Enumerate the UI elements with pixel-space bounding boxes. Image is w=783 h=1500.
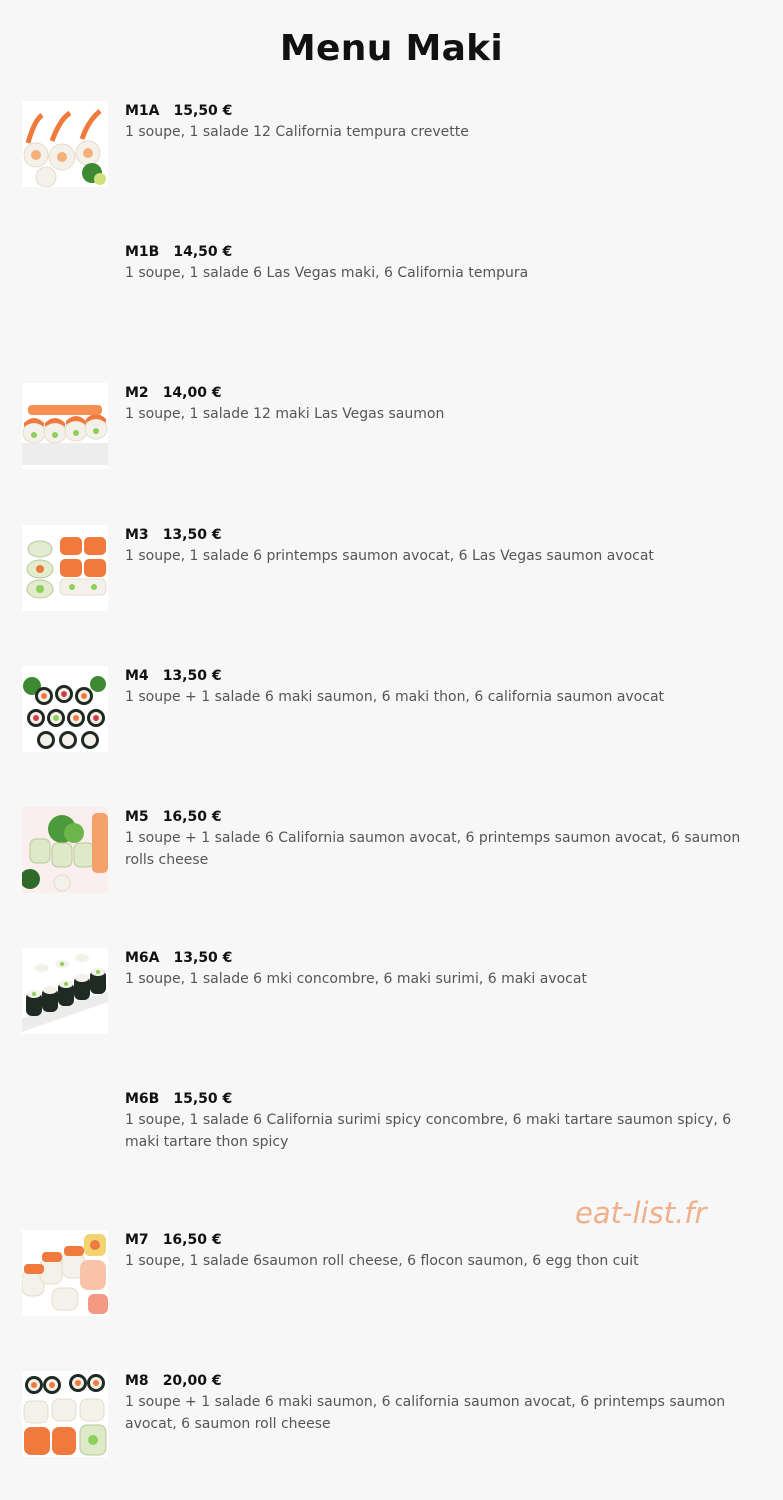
item-header bbox=[125, 666, 755, 686]
california-and-spring-rolls-image bbox=[22, 807, 108, 893]
item-header bbox=[125, 1089, 755, 1109]
menu-item-m6a[interactable] bbox=[22, 948, 762, 1048]
menu-item-m1a[interactable] bbox=[22, 101, 762, 201]
item-price: 16,50 € bbox=[162, 1232, 222, 1248]
item-description: 1 soupe + 1 salade 6 California saumon avocat, 6 printemps saumon avocat, 6 saumon rolls cheese bbox=[125, 830, 741, 868]
item-header bbox=[125, 1230, 755, 1250]
item-price: 14,50 € bbox=[173, 244, 233, 260]
item-price: 20,00 € bbox=[162, 1373, 222, 1389]
item-description: 1 soupe, 1 salade 12 maki Las Vegas saumon bbox=[125, 406, 445, 422]
item-description: 1 soupe, 1 salade 6 California surimi spicy concombre, 6 maki tartare saumon spicy, 6 maki tartare thon spicy bbox=[125, 1112, 732, 1150]
assorted-maki-image bbox=[22, 666, 108, 752]
spring-and-salmon-rolls-image bbox=[22, 525, 108, 611]
item-code: M1A bbox=[125, 103, 160, 119]
salmon-roll-cheese-image bbox=[22, 1230, 108, 1316]
menu-item-m5[interactable] bbox=[22, 807, 762, 907]
item-header bbox=[125, 101, 755, 121]
item-price: 13,50 € bbox=[162, 668, 222, 684]
menu-item-m6b[interactable] bbox=[22, 1089, 762, 1189]
menu-item-m3[interactable] bbox=[22, 525, 762, 625]
item-price: 15,50 € bbox=[173, 103, 233, 119]
salmon-rolls-image bbox=[22, 383, 108, 469]
menu-item-m7[interactable] bbox=[22, 1230, 762, 1330]
item-price: 15,50 € bbox=[173, 1091, 233, 1107]
item-code: M4 bbox=[125, 668, 149, 684]
mixed-platter-image bbox=[22, 1371, 108, 1457]
item-price: 16,50 € bbox=[162, 809, 222, 825]
item-code: M2 bbox=[125, 385, 149, 401]
menu-item-m8[interactable] bbox=[22, 1371, 762, 1471]
item-code: M8 bbox=[125, 1373, 149, 1389]
menu-item-m1b[interactable] bbox=[22, 242, 762, 342]
item-code: M5 bbox=[125, 809, 149, 825]
item-code: M6B bbox=[125, 1091, 160, 1107]
item-description: 1 soupe, 1 salade 6 mki concombre, 6 maki surimi, 6 maki avocat bbox=[125, 971, 587, 987]
item-header bbox=[125, 525, 755, 545]
item-header bbox=[125, 383, 755, 403]
item-description: 1 soupe, 1 salade 12 California tempura crevette bbox=[125, 124, 469, 140]
item-code: M6A bbox=[125, 950, 160, 966]
item-description: 1 soupe, 1 salade 6 printemps saumon avocat, 6 Las Vegas saumon avocat bbox=[125, 548, 654, 564]
page-title: Menu Maki bbox=[279, 28, 504, 69]
item-description: 1 soupe, 1 salade 6 Las Vegas maki, 6 California tempura bbox=[125, 265, 529, 281]
item-price: 13,50 € bbox=[173, 950, 233, 966]
item-description: 1 soupe + 1 salade 6 maki saumon, 6 california saumon avocat, 6 printemps saumon avocat, 6 saumon roll cheese bbox=[125, 1394, 726, 1432]
watermark: eat-list.fr bbox=[575, 1196, 707, 1230]
nori-maki-image bbox=[22, 948, 108, 1034]
item-header bbox=[125, 807, 755, 827]
menu-item-m2[interactable] bbox=[22, 383, 762, 483]
item-price: 14,00 € bbox=[162, 385, 222, 401]
item-description: 1 soupe, 1 salade 6saumon roll cheese, 6 flocon saumon, 6 egg thon cuit bbox=[125, 1253, 639, 1269]
item-header bbox=[125, 242, 755, 262]
menu-item-m4[interactable] bbox=[22, 666, 762, 766]
item-code: M3 bbox=[125, 527, 149, 543]
item-code: M1B bbox=[125, 244, 160, 260]
item-price: 13,50 € bbox=[162, 527, 222, 543]
item-description: 1 soupe + 1 salade 6 maki saumon, 6 maki thon, 6 california saumon avocat bbox=[125, 689, 665, 705]
item-header bbox=[125, 1371, 755, 1391]
item-code: M7 bbox=[125, 1232, 149, 1248]
shrimp-tempura-rolls-image bbox=[22, 101, 108, 187]
item-header bbox=[125, 948, 755, 968]
